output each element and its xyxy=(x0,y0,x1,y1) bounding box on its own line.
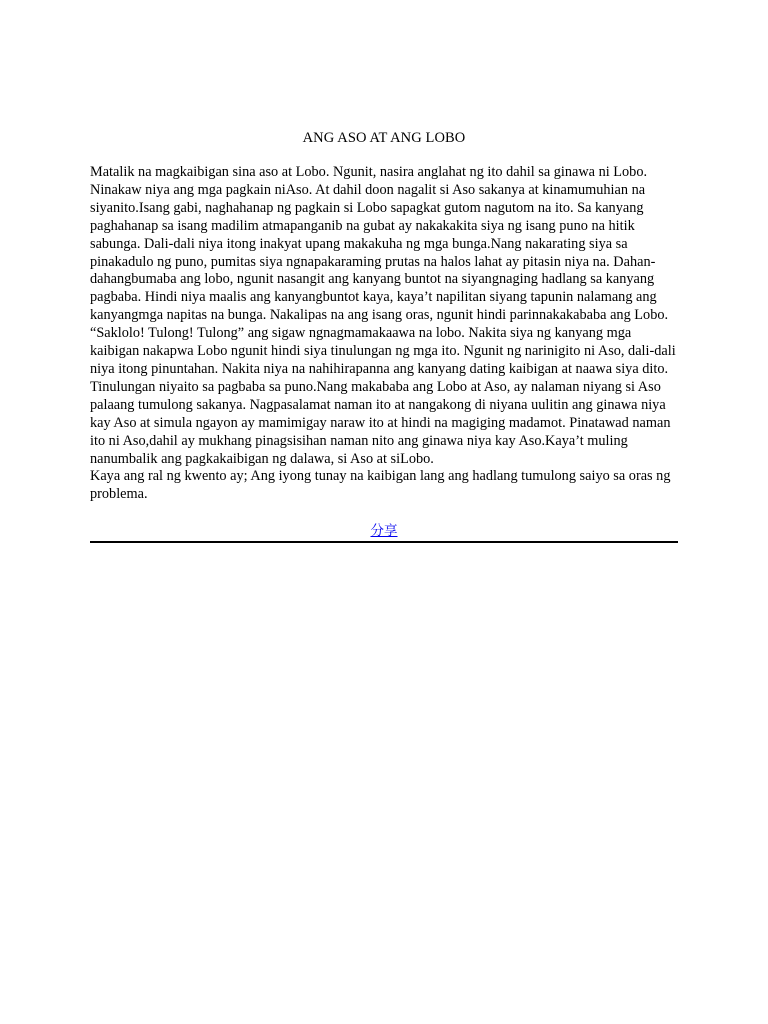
share-link[interactable]: 分享 xyxy=(370,523,398,540)
story-body xyxy=(90,164,678,504)
moral-paragraph: Kaya ang ral ng kwento ay; Ang iyong tunay na kaibigan lang ang hadlang tumulong saiyo sa oras ng problema. xyxy=(90,468,671,503)
document-title: ANG ASO AT ANG LOBO xyxy=(302,130,466,146)
horizontal-divider xyxy=(90,541,678,543)
story-paragraph: Matalik na magkaibigan sina aso at Lobo. Ngunit, nasira anglahat ng ito dahil sa ginawa ni Lobo. Ninakaw niya ang mga pagkain niAso. At dahil doon nagalit si Aso sakanya at kinamumuhian na siyanito.Isang gabi, naghahanap ng pagkain si Lobo sapagkat gutom nagutom na ito. Sa kanyang paghahanap sa isang madilim atmapanganib na gubat ay nakakakita siya ng isang puno na hitik sabunga. Dali-dali niya itong inakyat upang makakuha ng mga bunga.Nang nakarating siya sa pinakadulo ng puno, pumitas siya ngnapakaraming prutas na halos lahat ay pitasin niya na. Dahan-dahangbumaba ang lobo, ngunit nasangit ang kanyang buntot na siyangnaging hadlang sa kanyang pagbaba. Hindi niya maalis ang kanyangbuntot kaya, kaya’t napilitan siyang tapunin nalamang ang kanyangmga napitas na bunga. Nakalipas na ang isang oras, ngunit hindi parinnakakababa ang Lobo. “Saklolo! Tulong! Tulong” ang sigaw ngnagmamakaawa na lobo. Nakita siya ng kanyang mga kaibigan nakapwa Lobo ngunit hindi siya tinulungan ng mga ito. Ngunit ng narinigito ni Aso, dali-dali niya itong pinuntahan. Nakita niya na nahihirapanna ang kanyang dating kaibigan at naawa siya dito. Tinulungan niyaito sa pagbaba sa puno.Nang makababa ang Lobo at Aso, ay nalaman niyang si Aso palaang tumulong sakanya. Nagpasalamat naman ito at nangakong di niyana uulitin ang ginawa niya kay Aso at simula ngayon ay mamimigay naraw ito at hindi na magiging madamot. Pinatawad naman ito ni Aso,dahil ay mukhang pinagsisihan naman nito ang ginawa niya kay Aso.Kaya’t muling nanumbalik ang pagkakaibigan ng dalawa, si Aso at siLobo. xyxy=(90,164,676,467)
document-page xyxy=(90,128,678,543)
share-section xyxy=(90,522,678,540)
